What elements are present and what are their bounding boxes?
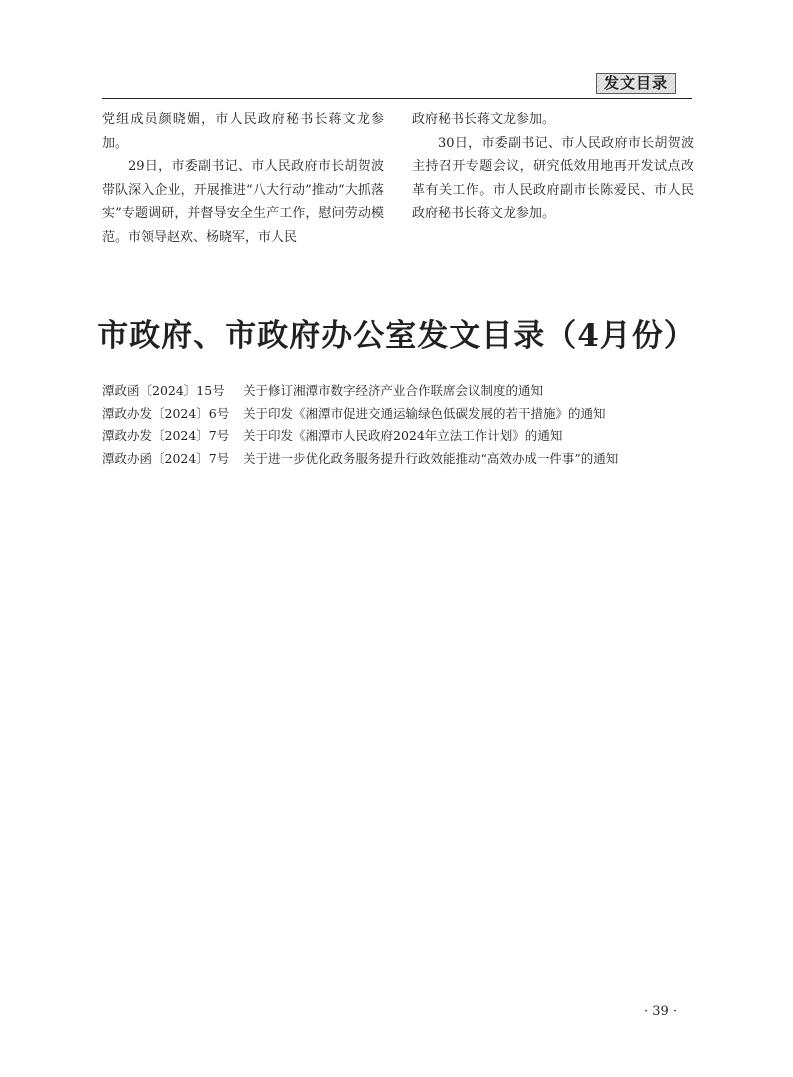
document-list-item — [102, 425, 702, 448]
right-paragraph-1: 政府秘书长蒋文龙参加。 — [412, 112, 556, 127]
document-number: 潭政办发〔2024〕6号 — [102, 405, 230, 421]
document-list-item — [102, 403, 702, 426]
header-rule — [102, 98, 692, 99]
page-number: · 39 · — [644, 1004, 678, 1019]
left-paragraph-1: 党组成员颜晓媚，市人民政府秘书长蒋文龙参加。 — [102, 112, 384, 151]
left-paragraph-2: 29日，市委副书记、市人民政府市长胡贺波带队深入企业，开展推进“八大行动”推动“大抓落实”专题调研，并督导安全生产工作，慰问劳动模范。市领导赵欢、杨晓军，市人民 — [102, 159, 384, 245]
document-number: 潭政函〔2024〕15号 — [102, 383, 225, 398]
left-text-column — [102, 108, 384, 250]
document-list — [102, 380, 702, 470]
document-title: 关于印发《湘潭市人民政府2024年立法工作计划》的通知 — [243, 428, 563, 443]
document-number: 潭政办发〔2024〕7号 — [102, 428, 230, 443]
document-number: 潭政办函〔2024〕7号 — [102, 450, 230, 466]
document-title: 关于印发《湘潭市促进交通运输绿色低碳发展的若干措施》的通知 — [243, 405, 606, 421]
page-title: 市政府、市政府办公室发文目录（4月份） — [97, 318, 696, 354]
document-list-item — [102, 448, 702, 471]
document-title: 关于进一步优化政务服务提升行政效能推动“高效办成一件事”的通知 — [243, 450, 619, 466]
section-label: 发文目录 — [596, 73, 676, 94]
document-list-item — [102, 380, 702, 403]
right-paragraph-2: 30日，市委副书记、市人民政府市长胡贺波主持召开专题会议，研究低效用地再开发试点改革有关工作。市人民政府副市长陈爱民、市人民政府秘书长蒋文龙参加。 — [412, 135, 694, 222]
right-text-column — [412, 108, 694, 226]
document-title: 关于修订湘潭市数字经济产业合作联席会议制度的通知 — [243, 383, 544, 398]
